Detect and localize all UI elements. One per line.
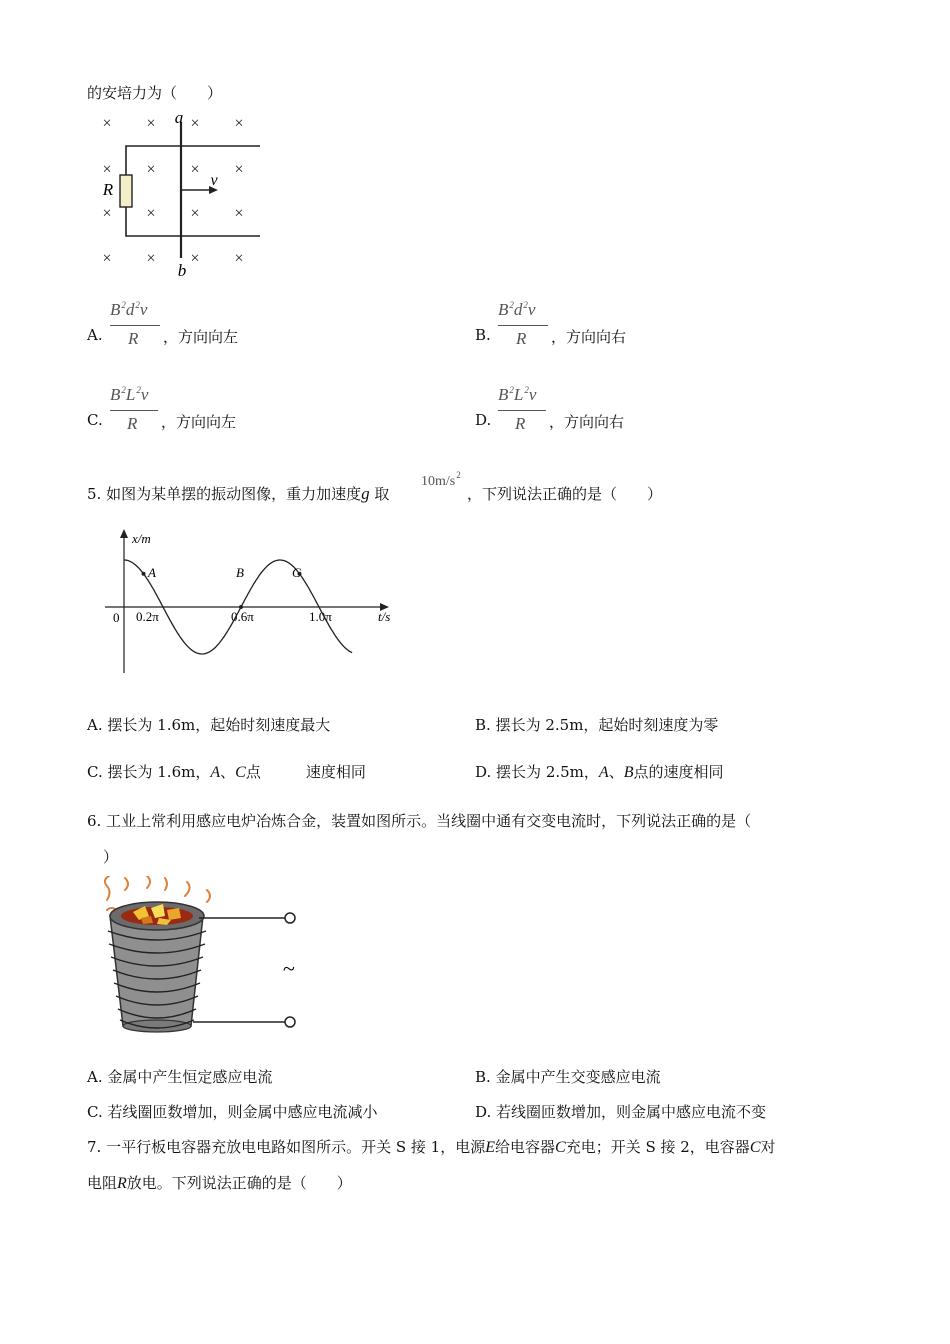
svg-text:×: × (234, 161, 244, 178)
q4-question-tail: 的安培力为（ ） (87, 84, 223, 102)
q6-furnace-figure (95, 876, 310, 1036)
q4-option-b-text: ，方向向右 (551, 328, 627, 346)
svg-text:×: × (234, 250, 244, 267)
q4-option-b-letter: B. (475, 326, 491, 344)
rails (126, 146, 260, 236)
q7-stem-line1: 7. 一平行板电容器充放电电路如图所示。开关 S 接 1，电源E给电容器C充电；开关 S 接 2，电容器C对 (87, 1138, 776, 1156)
q4-option-c-fraction: $B^2L^2v$ R (110, 385, 162, 437)
tick-label-3: 1.0π (309, 609, 332, 624)
q4-option-c-text: ，方向向左 (161, 413, 237, 431)
svg-text:×: × (102, 161, 112, 178)
terminal-top (285, 913, 295, 923)
q6-stem-line2: ） (103, 848, 119, 866)
point-A (142, 572, 146, 576)
svg-text:×: × (102, 250, 112, 267)
q4-option-d-letter: D. (475, 411, 492, 429)
crucible (110, 916, 203, 1026)
q4-option-c-letter: C. (87, 411, 103, 429)
svg-text:×: × (146, 205, 156, 222)
svg-text:×: × (102, 115, 112, 132)
tick-label-1: 0.2π (136, 609, 159, 624)
svg-text:×: × (190, 250, 200, 267)
label-C: C (292, 565, 301, 580)
q4-option-d-text: ，方向向右 (549, 413, 625, 431)
q5-option-d: D. 摆长为 2.5m，A、B点的速度相同 (475, 763, 724, 781)
q5-stem: 5. 如图为某单摆的振动图像，重力加速度g 取 (87, 484, 390, 503)
x-axis-label: t/s (378, 609, 391, 624)
label-B: B (236, 565, 244, 580)
svg-text:×: × (146, 115, 156, 132)
terminal-bottom (285, 1017, 295, 1027)
q4-option-d-fraction: $B^2L^2v$ R (498, 385, 550, 437)
q5-option-b: B. 摆长为 2.5m，起始时刻速度为零 (475, 716, 719, 734)
svg-text:×: × (146, 250, 156, 267)
svg-text:×: × (190, 115, 200, 132)
point-B (239, 605, 243, 609)
q4-option-b-fraction: $B^2d^2v$ R (498, 300, 550, 352)
q6-option-c: C. 若线圈匝数增加，则金属中感应电流减小 (87, 1103, 378, 1121)
q6-option-a: A. 金属中产生恒定感应电流 (87, 1068, 273, 1086)
q6-option-b: B. 金属中产生交变感应电流 (475, 1068, 661, 1086)
q4-option-a-letter: A. (87, 326, 103, 344)
q6-option-d: D. 若线圈匝数增加，则金属中感应电流不变 (475, 1103, 767, 1121)
label-R: R (102, 180, 114, 199)
origin-label: 0 (113, 610, 120, 625)
q6-stem-line1: 6. 工业上常利用感应电炉冶炼合金，装置如图所示。当线圈中通有交变电流时，下列说法正确的是（ (87, 812, 752, 830)
svg-text:×: × (102, 205, 112, 222)
q5-stem-tail: ，下列说法正确的是（ ） (467, 485, 663, 503)
svg-text:×: × (146, 161, 156, 178)
label-b: b (177, 261, 187, 280)
svg-text:×: × (234, 115, 244, 132)
svg-text:×: × (234, 205, 244, 222)
label-A: A (148, 565, 156, 580)
label-a: a (174, 108, 184, 127)
label-v: v (210, 172, 218, 189)
q5-option-c: C. 摆长为 1.6m，A、C点 速度相同 (87, 763, 366, 781)
q4-option-a-text: ，方向向左 (163, 328, 239, 346)
q4-option-a-fraction: $B^2d^2v$ R (110, 300, 162, 352)
q7-stem-line2: 电阻R放电。下列说法正确的是（ ） (87, 1174, 352, 1192)
q5-g-value: $10m/s^2$ (421, 470, 461, 489)
ac-symbol: ~ (283, 956, 295, 981)
svg-text:×: × (190, 205, 200, 222)
q4-figure (90, 108, 280, 283)
q5-option-a: A. 摆长为 1.6m，起始时刻速度最大 (87, 716, 331, 734)
q5-oscillation-chart (95, 525, 400, 680)
resistor (120, 175, 132, 207)
tick-label-2: 0.6π (231, 609, 254, 624)
svg-text:×: × (190, 161, 200, 178)
y-axis-label: x/m (132, 531, 151, 546)
